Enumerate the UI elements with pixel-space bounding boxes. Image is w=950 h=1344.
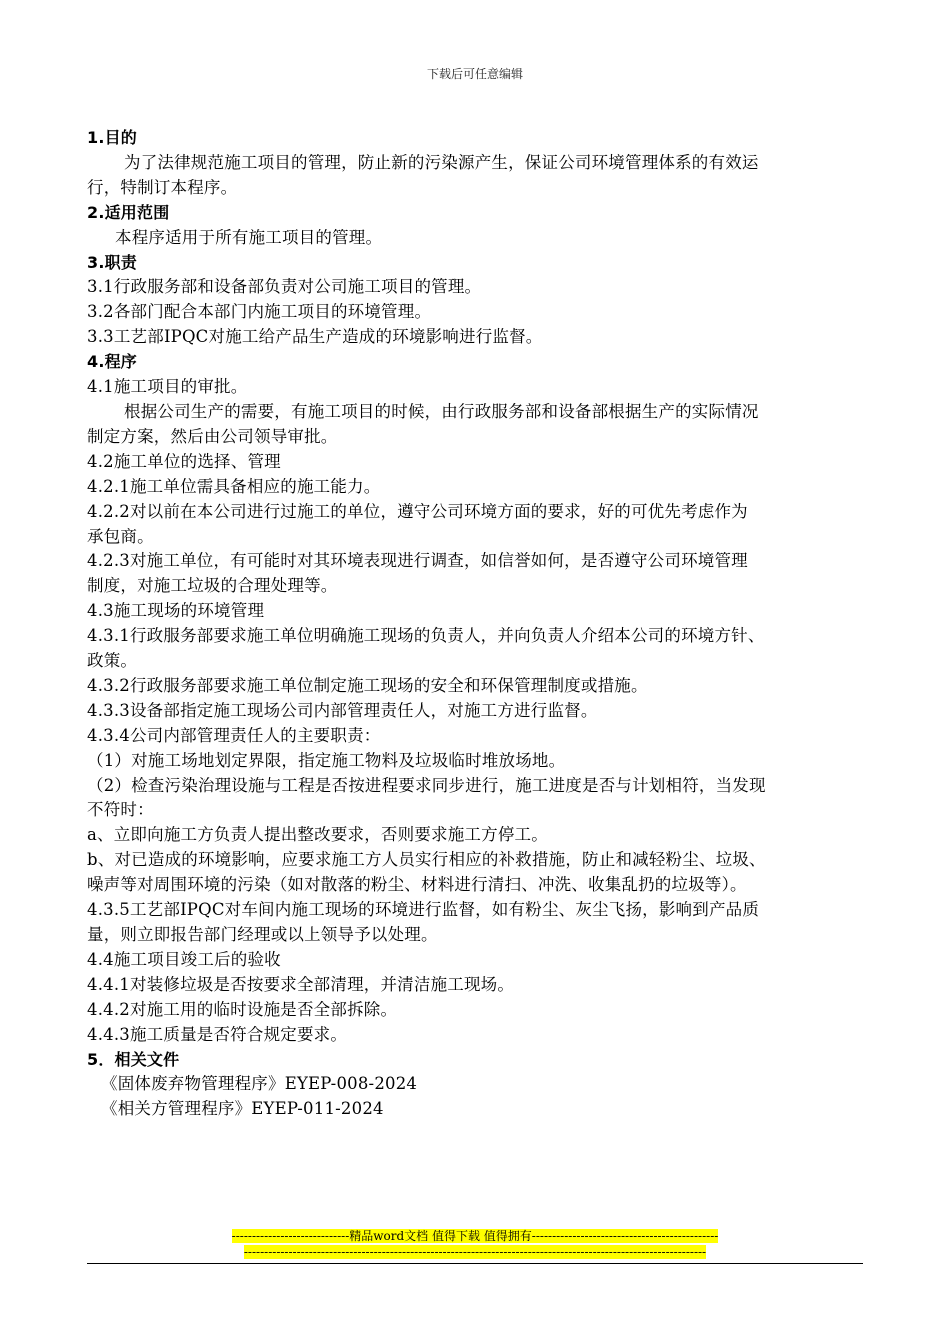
paragraph-line: 根据公司生产的需要，有施工项目的时候，由行政服务部和设备部根据生产的实际情况 <box>124 401 759 421</box>
section-heading: 3.职责 <box>87 252 138 272</box>
paragraph-line: a、立即向施工方负责人提出整改要求，否则要求施工方停工。 <box>87 825 548 845</box>
paragraph-line: 4.2.1施工单位需具备相应的施工能力。 <box>87 476 381 496</box>
paragraph-line: 4.4.2对施工用的临时设施是否全部拆除。 <box>87 999 398 1019</box>
paragraph-line: b、对已造成的环境影响，应要求施工方人员实行相应的补救措施，防止和减轻粉尘、垃圾、 <box>87 850 766 870</box>
paragraph-line: 《固体废弃物管理程序》EYEP-008-2024 <box>101 1074 418 1094</box>
paragraph-line: 3.3工艺部IPQC对施工给产品生产造成的环境影响进行监督。 <box>87 327 543 347</box>
paragraph-line: 制定方案，然后由公司领导审批。 <box>87 426 338 446</box>
document-body <box>87 126 877 1122</box>
paragraph-line: 噪声等对周围环境的污染（如对散落的粉尘、材料进行清扫、冲洗、收集乱扔的垃圾等）。 <box>87 875 747 895</box>
paragraph-line: 4.3.4公司内部管理责任人的主要职责： <box>87 725 381 745</box>
footer-dashes-text: ------------------------------------------------------------------------------------------------------------------ <box>243 1245 707 1259</box>
footer-dashes <box>0 1245 950 1260</box>
paragraph-line: 4.3.1行政服务部要求施工单位明确施工现场的负责人，并向负责人介绍本公司的环境方针、 <box>87 626 765 646</box>
paragraph-line: （2）检查污染治理设施与工程是否按进程要求同步进行，施工进度是否与计划相符，当发现 <box>87 775 766 795</box>
paragraph-line: 制度，对施工垃圾的合理处理等。 <box>87 576 338 596</box>
paragraph-line: 4.4.1对装修垃圾是否按要求全部清理，并清洁施工现场。 <box>87 974 515 994</box>
paragraph-line: 4.4.3施工质量是否符合规定要求。 <box>87 1024 348 1044</box>
paragraph-line: （1）对施工场地划定界限，指定施工物料及垃圾临时堆放场地。 <box>87 750 566 770</box>
paragraph-line: 政策。 <box>87 651 138 671</box>
paragraph-line: 4.2施工单位的选择、管理 <box>87 451 281 471</box>
footer-banner <box>0 1229 950 1244</box>
paragraph-line: 4.4施工项目竣工后的验收 <box>87 949 281 969</box>
paragraph-line: 量，则立即报告部门经理或以上领导予以处理。 <box>87 925 438 944</box>
paragraph-line: 4.2.3对施工单位，有可能时对其环境表现进行调查，如信誉如何，是否遵守公司环境管理 <box>87 551 748 571</box>
paragraph-line: 不符时： <box>87 800 154 820</box>
paragraph-line: 3.2各部门配合本部门内施工项目的环境管理。 <box>87 302 432 322</box>
footer-banner-text: -----------------------------精品word文档 值得下载 值得拥有---------------------------------------------- <box>231 1229 719 1243</box>
footer-rule <box>87 1263 863 1264</box>
paragraph-line: 本程序适用于所有施工项目的管理。 <box>115 227 383 247</box>
paragraph-line: 为了法律规范施工项目的管理，防止新的污染源产生，保证公司环境管理体系的有效运 <box>124 152 759 172</box>
paragraph-line: 行，特制订本程序。 <box>87 177 238 197</box>
paragraph-line: 承包商。 <box>87 526 154 546</box>
paragraph-line: 3.1行政服务部和设备部负责对公司施工项目的管理。 <box>87 277 482 297</box>
paragraph-line: 4.2.2对以前在本公司进行过施工的单位，遵守公司环境方面的要求，好的可优先考虑作为 <box>87 501 748 521</box>
paragraph-line: 4.1施工项目的审批。 <box>87 377 248 397</box>
paragraph-line: 《相关方管理程序》EYEP-011-2024 <box>101 1099 384 1119</box>
page-header: 下载后可任意编辑 <box>426 67 523 81</box>
section-heading: 5．相关文件 <box>87 1049 180 1069</box>
paragraph-line: 4.3.2行政服务部要求施工单位制定施工现场的安全和环保管理制度或措施。 <box>87 675 648 695</box>
paragraph-line: 4.3.5工艺部IPQC对车间内施工现场的环境进行监督，如有粉尘、灰尘飞扬，影响到产品质 <box>87 900 760 920</box>
section-heading: 1.目的 <box>87 128 138 147</box>
paragraph-line: 4.3施工现场的环境管理 <box>87 601 265 621</box>
section-heading: 2.适用范围 <box>87 202 170 222</box>
section-heading: 4.程序 <box>87 352 138 372</box>
paragraph-line: 4.3.3设备部指定施工现场公司内部管理责任人，对施工方进行监督。 <box>87 700 598 720</box>
